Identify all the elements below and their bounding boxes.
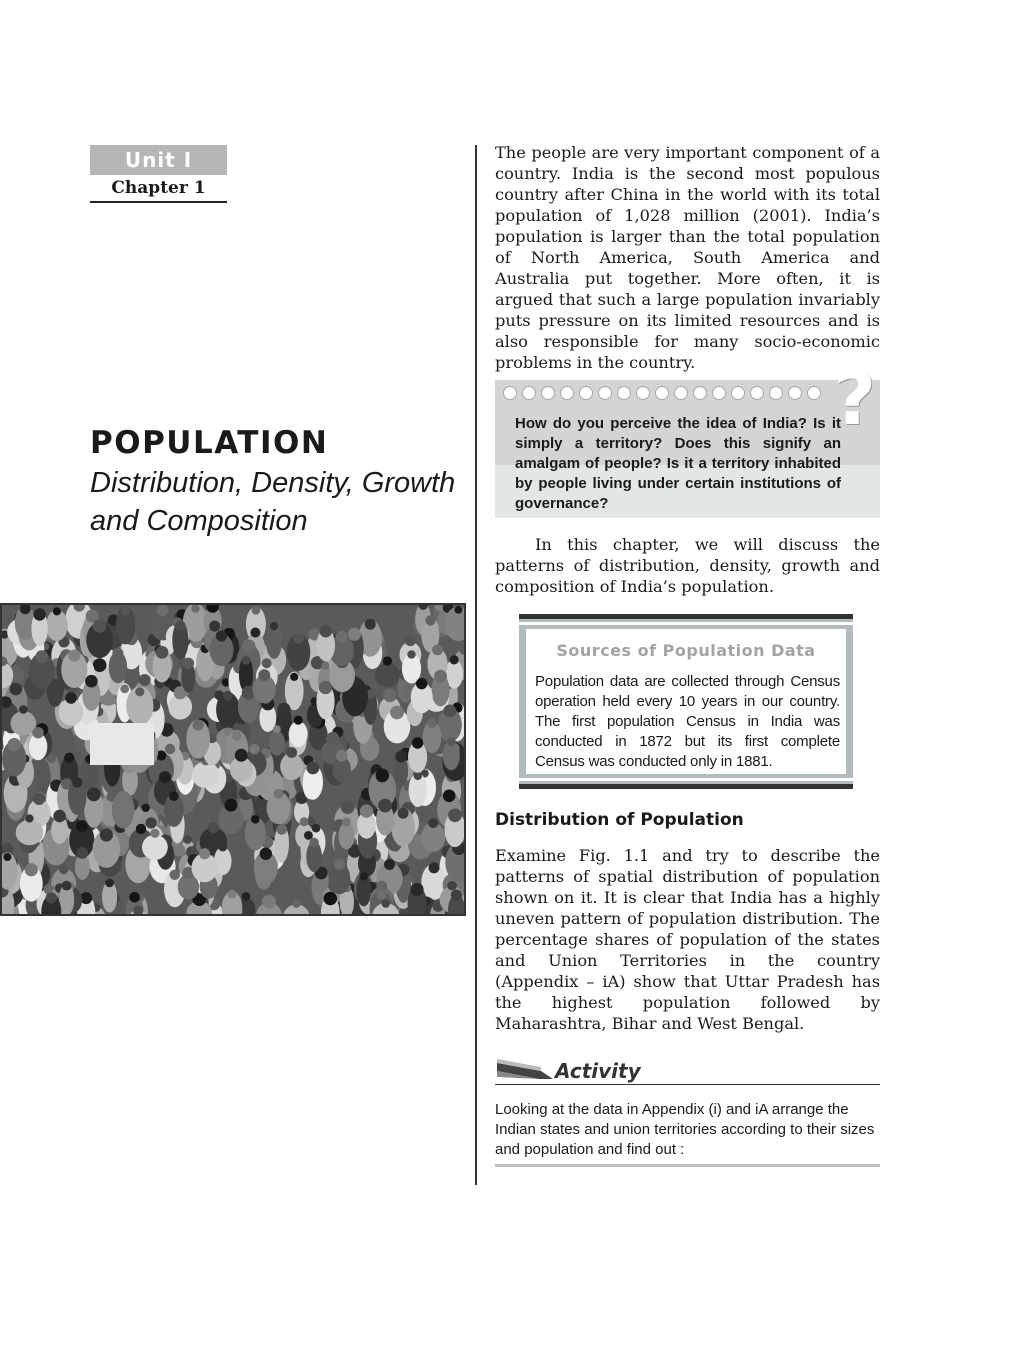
question-box [495,356,880,518]
intro-paragraph: The people are very important component of a country. India is the second most populous country after China in the world with its total population of 1,028 million (2001). India’s population is larger than the total population of North America, South America and Australia put together. More often, it is argued that such a large population invariably puts pressure on its limited resources and is also responsible for many socio-economic problems in the country. [495,143,880,372]
chapter-title: POPULATION [90,425,329,461]
crowd-photo [0,603,466,916]
chapter-label: Chapter 1 [90,176,227,203]
column-divider [475,145,477,1185]
distribution-heading: Distribution of Population [495,810,744,830]
sources-text: Population data are collected through Census operation held every 10 years in our country. The first population Census in India was conducted in 1872 but its first complete Census was conducted only in 1881. [535,673,840,770]
sources-box [519,614,853,789]
distribution-paragraph: Examine Fig. 1.1 and try to describe the patterns of spatial distribution of population shown on it. It is clear that India has a highly uneven pattern of population distribution. The percentage shares of population of the states and Union Territories in the country (Appendix – iA) show that Uttar Pradesh has the highest population followed by Maharashtra, Bihar and West Bengal. [495,846,880,1033]
pencil-icon [495,1057,557,1083]
unit-label: Unit I [90,145,227,175]
sources-title: Sources of Population Data [556,641,816,660]
question-text: How do you perceive the idea of India? Is it simply a territory? Does this signify an amalgam of people? Is it a territory inhabited by people living under certain institutions of governance? [515,415,841,512]
activity-text: Looking at the data in Appendix (i) and iA arrange the Indian states and union territories according to their sizes and population and find out : [495,1100,880,1167]
activity-header [495,1055,880,1085]
activity-label: Activity [555,1059,641,1083]
chapter-subtitle: Distribution, Density, Growth and Composition [90,467,456,537]
question-mark-icon: ? [833,356,876,442]
chapter-overview-paragraph: In this chapter, we will discuss the patterns of distribution, density, growth and composition of India’s population. [495,535,880,596]
decorative-dots [503,386,821,406]
crowd-photo-image [2,605,464,914]
sources-box-inner [526,629,846,774]
